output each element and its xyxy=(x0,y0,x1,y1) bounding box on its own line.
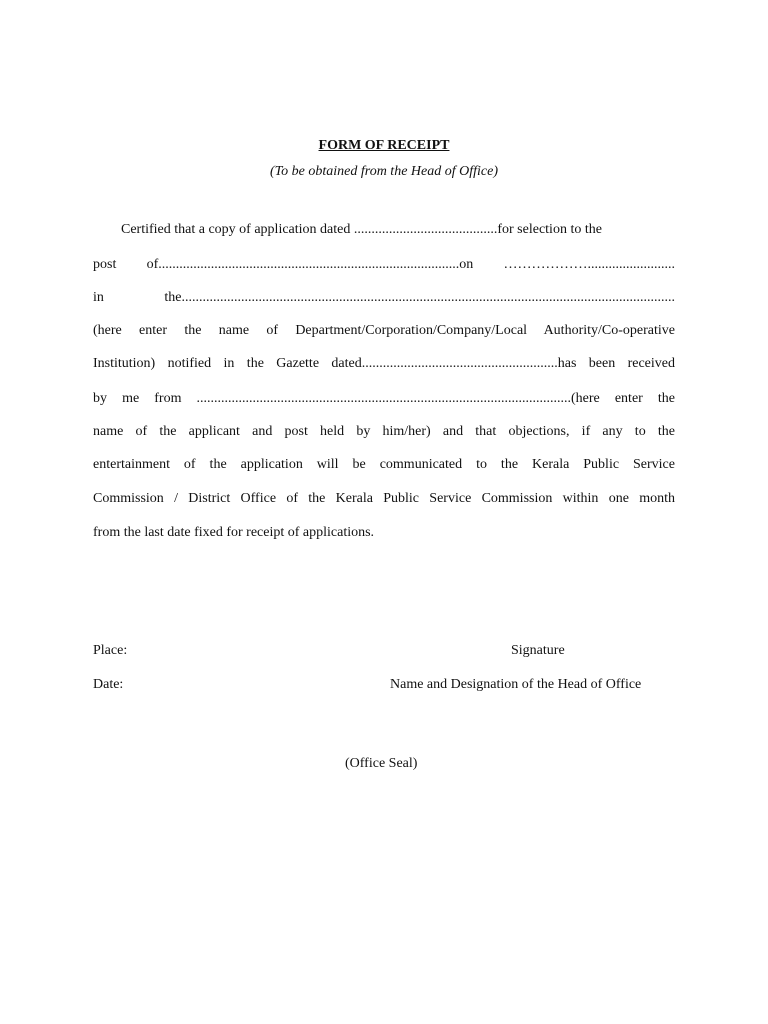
body-line: (here enter the name of Department/Corporation/Company/Local Authority/Co-operative xyxy=(93,323,675,338)
body-line: name of the applicant and post held by him/her) and that objections, if any to the xyxy=(93,424,675,439)
body-line: Commission / District Office of the Kerala Public Service Commission within one month xyxy=(93,491,675,506)
body-line: in the............................................................................................................................................. xyxy=(93,290,675,305)
document-subtitle: (To be obtained from the Head of Office) xyxy=(270,164,498,179)
body-line: entertainment of the application will be communicated to the Kerala Public Service xyxy=(93,457,675,472)
body-line: Institution) notified in the Gazette dated........................................................has been received xyxy=(93,356,675,371)
body-line: from the last date fixed for receipt of applications. xyxy=(93,525,375,540)
name-designation-label: Name and Designation of the Head of Office xyxy=(390,677,642,692)
date-label: Date: xyxy=(93,677,124,692)
office-seal-label: (Office Seal) xyxy=(345,756,418,771)
place-label: Place: xyxy=(93,643,128,658)
signature-label: Signature xyxy=(511,643,565,658)
document-title: FORM OF RECEIPT xyxy=(318,138,450,153)
body-line: post of......................................................................................on ………………......................... xyxy=(93,257,675,272)
body-line: by me from ...........................................................................................................(here enter the xyxy=(93,391,675,406)
body-line: Certified that a copy of application dated .........................................for selection to the xyxy=(93,222,602,237)
